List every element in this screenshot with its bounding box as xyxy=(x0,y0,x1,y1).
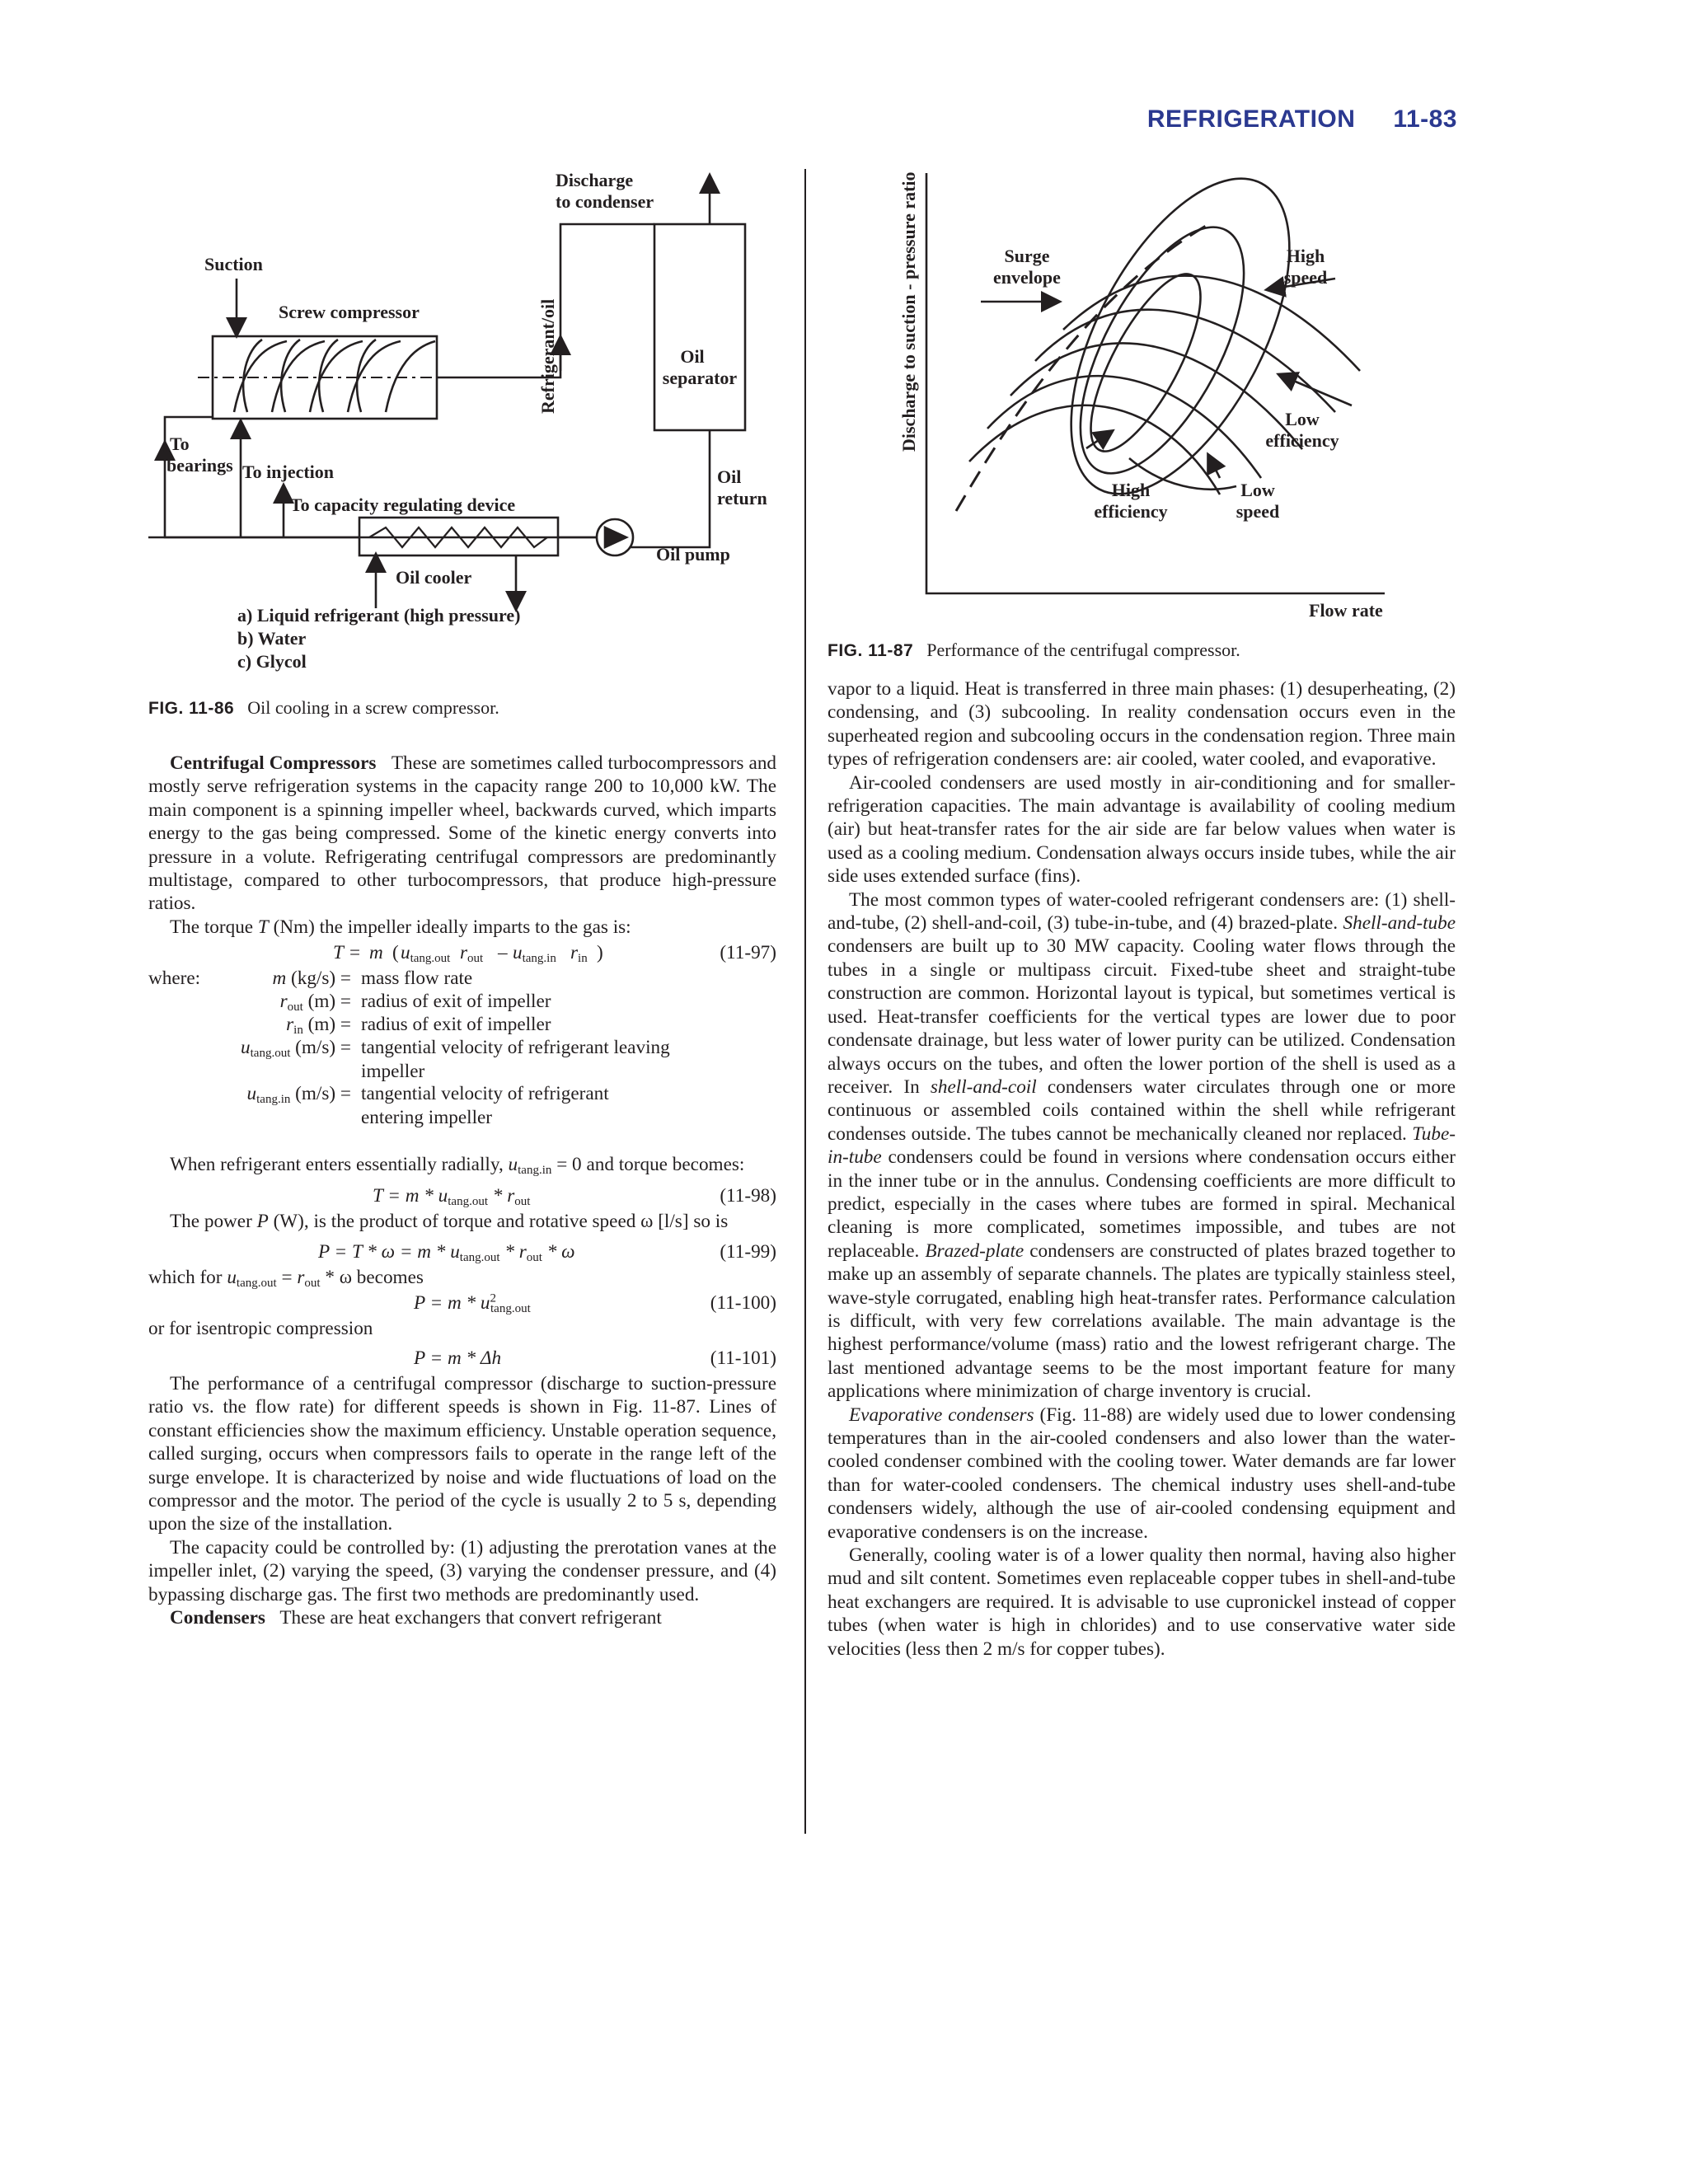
label-high-speed-2: speed xyxy=(1283,267,1328,288)
fig-11-87-caption-text: Performance of the centrifugal compressor. xyxy=(926,640,1240,660)
torque-text-b: (Nm) the impeller ideally imparts to the gas is: xyxy=(273,916,631,938)
figure-11-87 xyxy=(890,165,1401,626)
label-oil-return-1: Oil xyxy=(717,466,742,487)
label-low-speed-2: speed xyxy=(1236,501,1280,522)
def-row-3: $r_{in}$ (m) = radius of exit of impeller xyxy=(286,1014,551,1038)
which-paragraph: which for $u_{tang.out} = r_{out} * \omega$ becomes xyxy=(148,1267,424,1291)
equation-number-98: (11-98) xyxy=(720,1184,776,1207)
label-low-eff-2: efficiency xyxy=(1265,430,1339,451)
equation-11-97: T = m ( $u_{tang.out}$ $r_{out}$ – $u_{tang.in}$ $r_{in}$ ) (11-97) xyxy=(148,939,776,967)
label-oil: Oil xyxy=(680,346,705,367)
label-oil-return-2: return xyxy=(717,488,767,509)
chart-ylabel: Discharge to suction - pressure ratio xyxy=(898,171,919,452)
fig-11-86-caption-text: Oil cooling in a screw compressor. xyxy=(247,697,499,718)
equation-number-100: (11-100) xyxy=(710,1292,776,1315)
label-to-capacity: To capacity regulating device xyxy=(290,494,516,515)
label-separator: separator xyxy=(662,368,738,388)
label-high-speed-1: High xyxy=(1286,246,1325,266)
label-low-speed-1: Low xyxy=(1240,480,1275,500)
torque-text-a: The torque xyxy=(170,916,254,938)
condensers-paragraph: Condensers These are heat exchangers that convert refrigerant xyxy=(170,1606,662,1629)
label-to: To xyxy=(170,434,190,454)
label-discharge: Discharge xyxy=(556,170,634,190)
label-to-injection: To injection xyxy=(242,462,335,482)
column-rule xyxy=(804,169,806,1834)
equation-number-99: (11-99) xyxy=(720,1241,776,1263)
capacity-paragraph: The capacity could be controlled by: (1) adjusting the prerotation vanes at the impeller inlet, (2) varying the speed, (3) varying the condenser pressure, and (4) bypassing discharge gas. The first two methods are predominantly used. xyxy=(148,1536,776,1605)
label-surge-1: Surge xyxy=(1004,246,1050,266)
legend-c: c) Glycol xyxy=(237,651,307,672)
power-paragraph: The power P (W), is the product of torque and rotative speed ω [l/s] so is xyxy=(170,1210,729,1232)
right-column xyxy=(828,677,1456,1661)
fig-11-86-caption xyxy=(148,697,499,719)
oil-separator-box xyxy=(654,224,745,430)
right-para-2: Air-cooled condensers are used mostly in air-conditioning and for smaller-refrigeration capacities. The main advantage is availability of cooling medium (air) but heat-transfer rates for the air side are far below values when water is used as a cooling medium. Condensation always occurs inside tubes, while the air side uses extended surface (fins). xyxy=(828,771,1456,888)
right-para-3: The most common types of water-cooled refrigerant condensers are: (1) shell-and-tube, (2) shell-and-coil, (3) tube-in-tube, and (4) brazed-plate. Shell-and-tube condensers are built up to 30 MW capacity. Cooling water flows through the tubes in a single or multipass circuit. Fixed-tube sheet and straight-tube construction are common. Horizontal layout is typical, but sometimes vertical is used. Heat-transfer coefficients for the vertical types are lower due to poor condensate drainage, but less water of lower purity can be utilized. Condensation always occurs on the tubes, and often the lower portion of the shell is used as a receiver. In shell-and-coil condensers water circulates through one or more continuous or assembled coils contained within the shell while refrigerant condenses outside. The tubes cannot be mechanically cleaned nor replaced. Tube-in-tube condensers could be found in versions where condensation occurs either in the inner tube or in the annulus. Condensing coefficients are more difficult to predict, especially in the cases where tubes are formed in spiral. Mechanical cleaning is more complicated, sometimes impossible, and tubes are not replaceable. Brazed-plate condensers are constructed of plates brazed together to make up an assembly of separate channels. The plates are typically stainless steel, wave-style corrugated, enabling high heat-transfer rates. Performance calculation is difficult, with very few correlations available. The main advantage is the highest performance/volume (mass) ratio and the lowest refrigerant charge. The last mentioned advantage seems to be the most important feature for many applications where minimization of charge inventory is crucial. xyxy=(828,888,1456,1403)
left-column xyxy=(148,752,776,1629)
label-screw-compressor: Screw compressor xyxy=(279,302,420,322)
section-title: REFRIGERATION xyxy=(1146,105,1356,133)
def-row-2: $r_{out}$ (m) = radius of exit of impeller xyxy=(279,991,551,1015)
label-suction: Suction xyxy=(204,254,263,274)
label-refrigerant-oil: Refrigerant/oil xyxy=(537,298,558,414)
label-oil-cooler: Oil cooler xyxy=(396,567,472,588)
page-number: 11-83 xyxy=(1393,105,1457,133)
equation-number-101: (11-101) xyxy=(710,1347,776,1369)
legend-a: a) Liquid refrigerant (high pressure) xyxy=(237,605,521,626)
screw-compressor-diagram xyxy=(148,165,791,692)
fig-11-86-number: FIG. 11-86 xyxy=(148,699,235,718)
equation-11-101: P = m * Δh (11-101) xyxy=(148,1344,776,1372)
performance-paragraph: The performance of a centrifugal compressor (discharge to suction-pressure ratio vs. the flow rate) for different speeds is shown in Fig. 11-87. Lines of constant efficiencies show the maximum efficiency. Unstable operation sequence, called surging, occurs when compressors fails to operate in the range left of the surge envelope. It is characterized by noise and wide fluctuations of load on the compressor and the motor. The period of the cycle is usually 2 to 5 s, depending upon the size of the installation. xyxy=(148,1372,776,1535)
label-oil-pump: Oil pump xyxy=(656,544,730,565)
right-para-5: Generally, cooling water is of a lower quality then normal, having also higher mud and silt content. Sometimes even replaceable copper tubes in shell-and-tube heat exchangers are required. It is advisable to use cupronickel instead of copper tubes (when water is high in chlorides) and to use conservative water side velocities (less then 2 m/s for copper tubes). xyxy=(828,1544,1456,1660)
centrifugal-performance-chart xyxy=(890,165,1401,626)
label-low-eff-1: Low xyxy=(1285,409,1320,429)
centrifugal-heading: Centrifugal Compressors xyxy=(170,752,377,774)
isentropic-text: or for isentropic compression xyxy=(148,1318,373,1340)
equation-11-98: $T = m * u_{tang.out} * r_{out}$ (11-98) xyxy=(148,1182,776,1210)
equation-number-97: (11-97) xyxy=(720,942,776,964)
fig-11-87-caption xyxy=(828,640,1240,662)
right-para-4: Evaporative condensers (Fig. 11-88) are widely used due to lower condensing temperatures than in the air-cooled condensers and also lower than the water-cooled condenser combined with the cooling tower. Water demands are far lower than for water-cooled condensers. The chemical industry uses shell-and-tube condensers widely, although the use of air-cooled condensing equipment and evaporative condensers is on the increase. xyxy=(828,1404,1456,1543)
equation-11-99: $P = T * \omega = m * u_{tang.out} * r_{out} * \omega$ (11-99) xyxy=(148,1238,776,1266)
fig-11-87-number: FIG. 11-87 xyxy=(828,641,914,660)
where-label: where: xyxy=(148,968,201,990)
label-bearings: bearings xyxy=(166,455,233,476)
centrifugal-body: These are sometimes called turbocompressors and mostly serve refrigeration systems in the capacity range 200 to 10,000 kW. The main component is a spinning impeller wheel, backwards curved, which imparts energy to the gas being compressed. Some of the kinetic energy converts into pressure in a volute. Refrigerating centrifugal compressors are predominantly multistage, compared to other turbocompressors, that produce high-pressure ratios. xyxy=(148,752,777,915)
def-row-1: where: m (kg/s) = mass flow rate xyxy=(148,968,473,990)
equation-11-100: $P = m * u^2_{tang.out}$ (11-100) xyxy=(148,1289,776,1317)
label-high-eff-2: efficiency xyxy=(1094,501,1168,522)
legend-b: b) Water xyxy=(237,628,307,649)
def-row-4: $u_{tang.out}$ (m/s) = tangential velocity of refrigerant leaving impeller xyxy=(241,1037,670,1082)
radial-paragraph: When refrigerant enters essentially radially, $u_{tang.in} = 0$ and torque becomes: xyxy=(170,1154,745,1178)
right-para-1: vapor to a liquid. Heat is transferred in three main phases: (1) desuperheating, (2) condensing, and (3) subcooling. In reality condensation occurs even in the superheated region and subcooling occurs in the condensation region. Three main types of refrigeration condensers are: air cooled, water cooled, and evaporative. xyxy=(828,678,1456,771)
torque-symbol: T xyxy=(257,916,269,938)
figure-11-86 xyxy=(148,165,791,692)
torque-paragraph xyxy=(148,916,776,939)
label-high-eff-1: High xyxy=(1111,480,1151,500)
condensers-heading: Condensers xyxy=(170,1606,265,1629)
chart-xlabel: Flow rate xyxy=(1309,600,1383,621)
label-to-condenser: to condenser xyxy=(556,191,654,212)
centrifugal-paragraph xyxy=(148,752,776,916)
label-surge-2: envelope xyxy=(993,267,1061,288)
def-row-5: $u_{tang.in}$ (m/s) = tangential velocity of refrigerant entering impeller xyxy=(246,1083,609,1128)
running-head xyxy=(1147,105,1457,134)
